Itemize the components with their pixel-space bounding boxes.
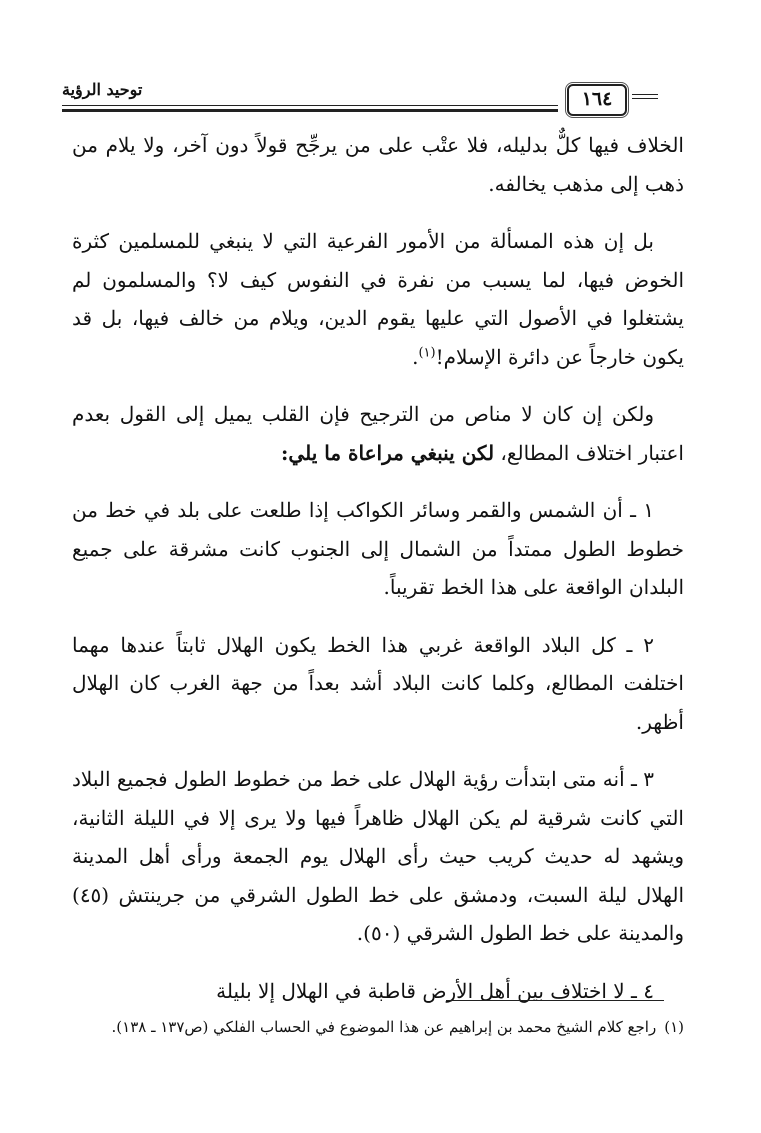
page-header xyxy=(62,78,696,116)
list-item-2: ٢ ـ كل البلاد الواقعة غربي هذا الخط يكون الهلال ثابتاً عندها مهما اختلفت المطالع، وكلما كانت البلاد أشد بعداً من جهة الغرب كان الهلال أظهر. xyxy=(72,632,684,734)
paragraph-2-text: بل إن هذه المسألة من الأمور الفرعية التي لا ينبغي للمسلمين كثرة الخوض فيها، لما يسبب من نفرة في النفوس كيف لا؟ والمسلمون لم يشتغلوا في الأصول التي عليها يقوم الدين، ويلام من خالف فيها، بل قد يكون خارجاً عن دائرة الإسلام! xyxy=(72,229,684,369)
footnote-marker[interactable]: (١) xyxy=(418,344,436,360)
footnote-text: راجع كلام الشيخ محمد بن إبراهيم عن هذا الموضوع في الحساب الفلكي (ص١٣٧ ـ ١٣٨). xyxy=(111,1018,657,1036)
paragraph-1: الخلاف فيها كلٌّ بدليله، فلا عتْب على من يرجِّح قولاً دون آخر، ولا يلام من ذهب إلى مذهب يخالفه. xyxy=(72,133,684,196)
list-item-3: ٣ ـ أنه متى ابتدأت رؤية الهلال على خط من خطوط الطول فجميع البلاد التي كانت شرقية لم يكن الهلال ظاهراً فيها ولا يرى إلا في الليلة الثانية، ويشهد له حديث كريب حيث رأى الهلال يوم الجمعة ورأى أهل المدينة الهلال ليلة السبت، ودمشق على خط الطول الشرقي من جرينتش (٤٥) والمدينة على خط الطول الشرقي (٥٠). xyxy=(72,767,684,945)
footnote-separator xyxy=(446,1000,664,1001)
paragraph-2-end: . xyxy=(412,344,419,369)
footnotes xyxy=(66,1014,684,1041)
list-item-1: ١ ـ أن الشمس والقمر وسائر الكواكب إذا طلعت على بلد في خط من خطوط الطول ممتداً من الشمال إلى الجنوب كانت مشرقة على جميع البلدان الواقعة على هذا الخط تقريباً. xyxy=(72,498,684,599)
paragraph-3 xyxy=(72,395,684,472)
header-rule xyxy=(62,105,558,112)
footnote-1 xyxy=(66,1014,684,1041)
paragraph-2 xyxy=(72,222,684,376)
list-item-4: ٤ ـ لا اختلاف بين أهل الأرض قاطبة في الهلال إلا بليلة xyxy=(216,978,654,1003)
paragraph-3-strong: لكن ينبغي مراعاة ما يلي: xyxy=(281,440,495,465)
running-title: توحيد الرؤية xyxy=(62,80,143,99)
header-ornament xyxy=(632,94,658,99)
page-number: ١٦٤ xyxy=(567,84,627,116)
footnote-label: (١) xyxy=(664,1018,684,1036)
paragraph-3-text: ولكن إن كان لا مناص من الترجيح فإن القلب يميل إلى القول بعدم اعتبار اختلاف المطالع، xyxy=(72,402,684,465)
body-text xyxy=(72,126,684,1010)
